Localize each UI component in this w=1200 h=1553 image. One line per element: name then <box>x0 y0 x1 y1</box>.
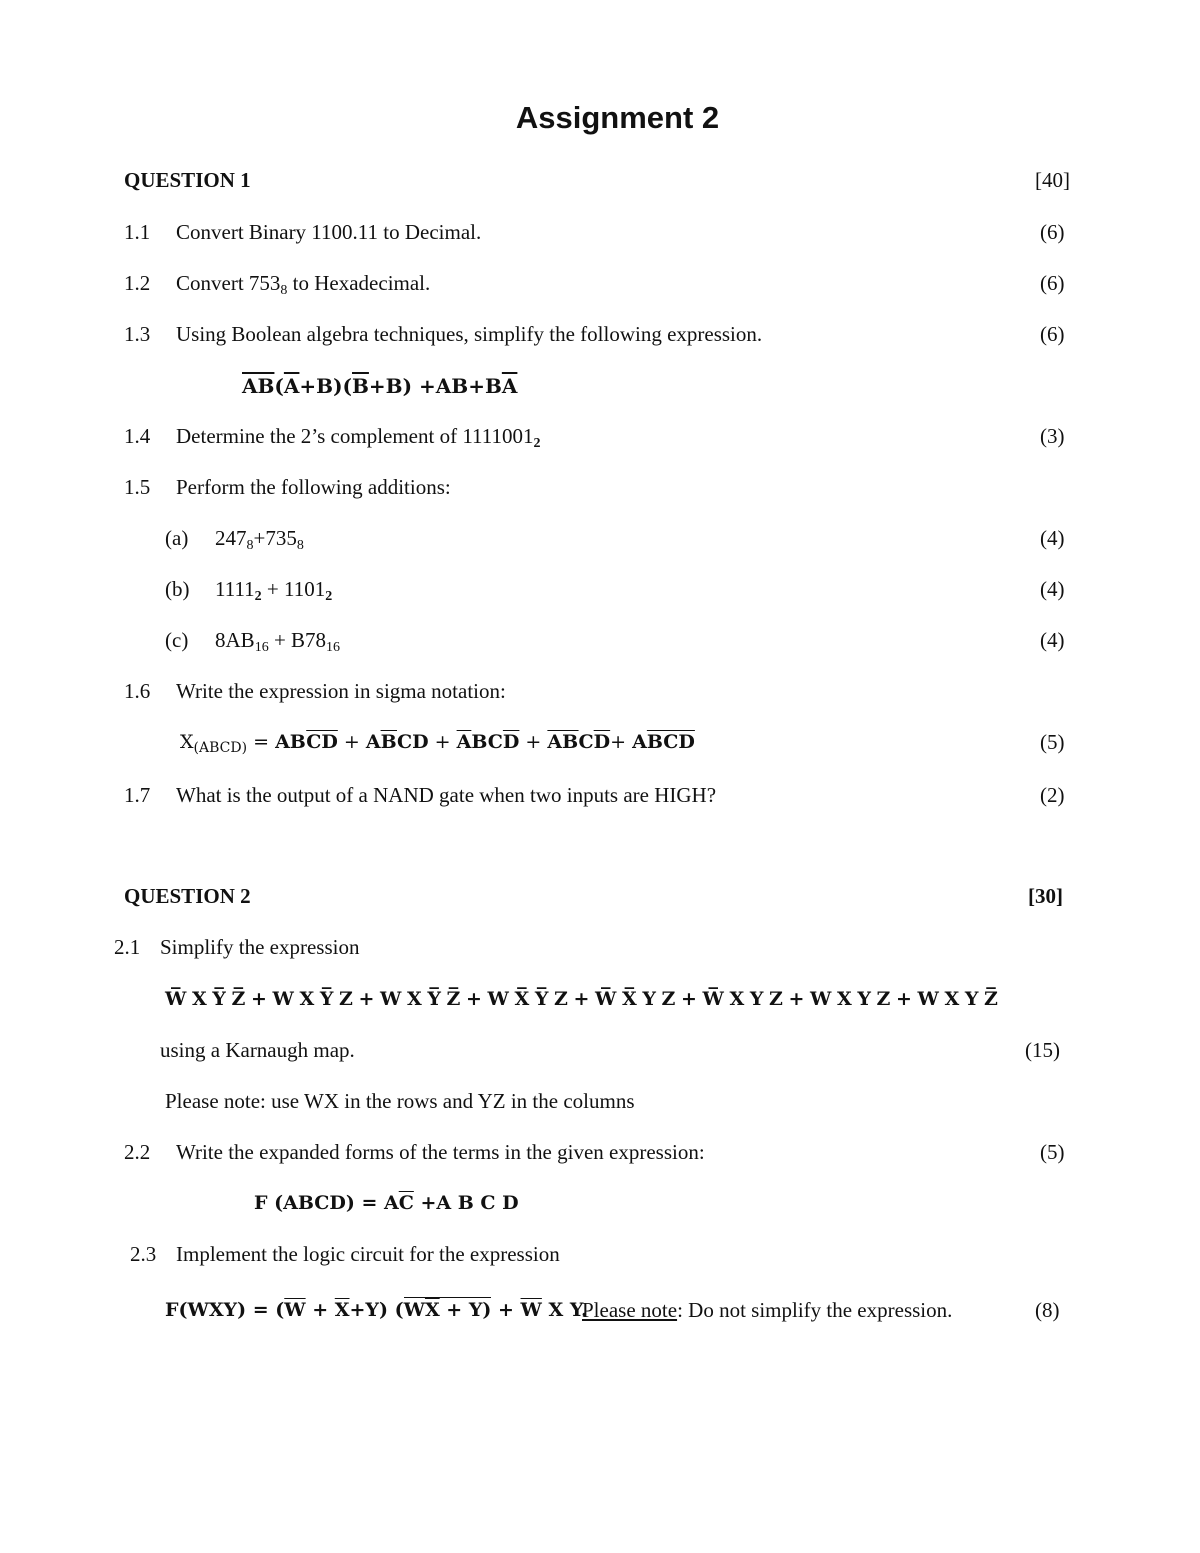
item-marks: (6) <box>1040 322 1065 346</box>
item-number: 1.4 <box>124 424 151 448</box>
item-number: 2.3 <box>130 1242 157 1266</box>
item-marks: (3) <box>1040 424 1065 448</box>
page-title: Assignment 2 <box>515 100 720 135</box>
item-text: Perform the following additions: <box>176 475 451 499</box>
item-number: 1.2 <box>124 271 151 295</box>
item-number: 1.1 <box>124 220 151 244</box>
sub-item-text: $247_8+735_8$ <box>215 526 304 553</box>
question-1-total: [40] <box>1035 168 1070 192</box>
sub-item-text: $8AB_{16} + B78_{16}$ <box>215 628 341 655</box>
item-marks: (8) <box>1035 1298 1060 1322</box>
item-number: 1.3 <box>124 322 151 346</box>
sub-item-label: (c) <box>165 628 189 652</box>
item-number: 2.1 <box>114 935 141 959</box>
item-text: Simplify the expression <box>160 935 360 959</box>
expression-2-2: F (ABCD) = $A\overline{C} +A$ B C D <box>254 1192 519 1214</box>
item-marks: (4) <box>1040 628 1065 652</box>
question-2-heading: QUESTION 2 <box>124 884 251 908</box>
item-number: 1.5 <box>124 475 151 499</box>
expression-2-3: $F(WXY) = (\overline{W} + \overline{X}+Y) (W\overline{X} + Y) + \overline{W}$ X Y. <box>165 1299 588 1321</box>
item-number: 2.2 <box>124 1140 151 1164</box>
item-marks: (5) <box>1040 730 1065 754</box>
question-2-total: [30] <box>1028 884 1063 908</box>
item-marks: (6) <box>1040 220 1065 244</box>
item-marks: (2) <box>1040 783 1065 807</box>
item-marks: (4) <box>1040 526 1065 550</box>
item-marks: (5) <box>1040 1140 1065 1164</box>
item-number: 1.7 <box>124 783 151 807</box>
item-text: Implement the logic circuit for the expression <box>176 1242 560 1266</box>
item-text: Convert $753_8$ to Hexadecimal. <box>176 271 431 298</box>
item-text: Write the expanded forms of the terms in the given expression: <box>176 1140 705 1164</box>
expression-note: Please note: Do not simplify the expression. <box>582 1298 953 1322</box>
item-text: Convert Binary 1100.11 to Decimal. <box>176 220 482 244</box>
item-marks: (4) <box>1040 577 1065 601</box>
item-marks: (15) <box>1025 1038 1060 1062</box>
item-text: using a Karnaugh map. <box>160 1038 355 1062</box>
item-text: Write the expression in sigma notation: <box>176 679 506 703</box>
item-text: What is the output of a NAND gate when two inputs are HIGH? <box>176 783 717 807</box>
sub-item-label: (b) <box>165 577 190 601</box>
sub-item-label: (a) <box>165 526 189 550</box>
item-text: Determine the 2’s complement of $1111001_2$ <box>176 424 541 451</box>
question-1-heading: QUESTION 1 <box>124 168 251 192</box>
sub-item-text: $1111_2 + 1101_2$ <box>215 577 333 604</box>
expression-1-3: $\overline{AB}(\overline{A}+B)(\overline{B}+B) +AB+B\overline{A}$ <box>242 374 518 398</box>
item-number: 1.6 <box>124 679 151 703</box>
expression-1-6: $X_{(ABCD)} = AB\overline{CD} + A\overline{B}CD + \overline{A}BC\overline{D} + \overline{AB}C\overline{D}+ A\overline{BCD}$ <box>180 731 695 756</box>
expression-2-1: W̅ X Y̅ Z̅ + W X Y̅ Z + W X Y̅ Z̅ + W X̅ Y̅ Z + W̅ X̅ Y Z + W̅ X Y Z + W X Y Z + W X Y Z̅ <box>165 988 998 1010</box>
item-marks: (6) <box>1040 271 1065 295</box>
item-text: Using Boolean algebra techniques, simplify the following expression. <box>176 322 763 346</box>
item-note: Please note: use WX in the rows and YZ in the columns <box>165 1089 635 1113</box>
